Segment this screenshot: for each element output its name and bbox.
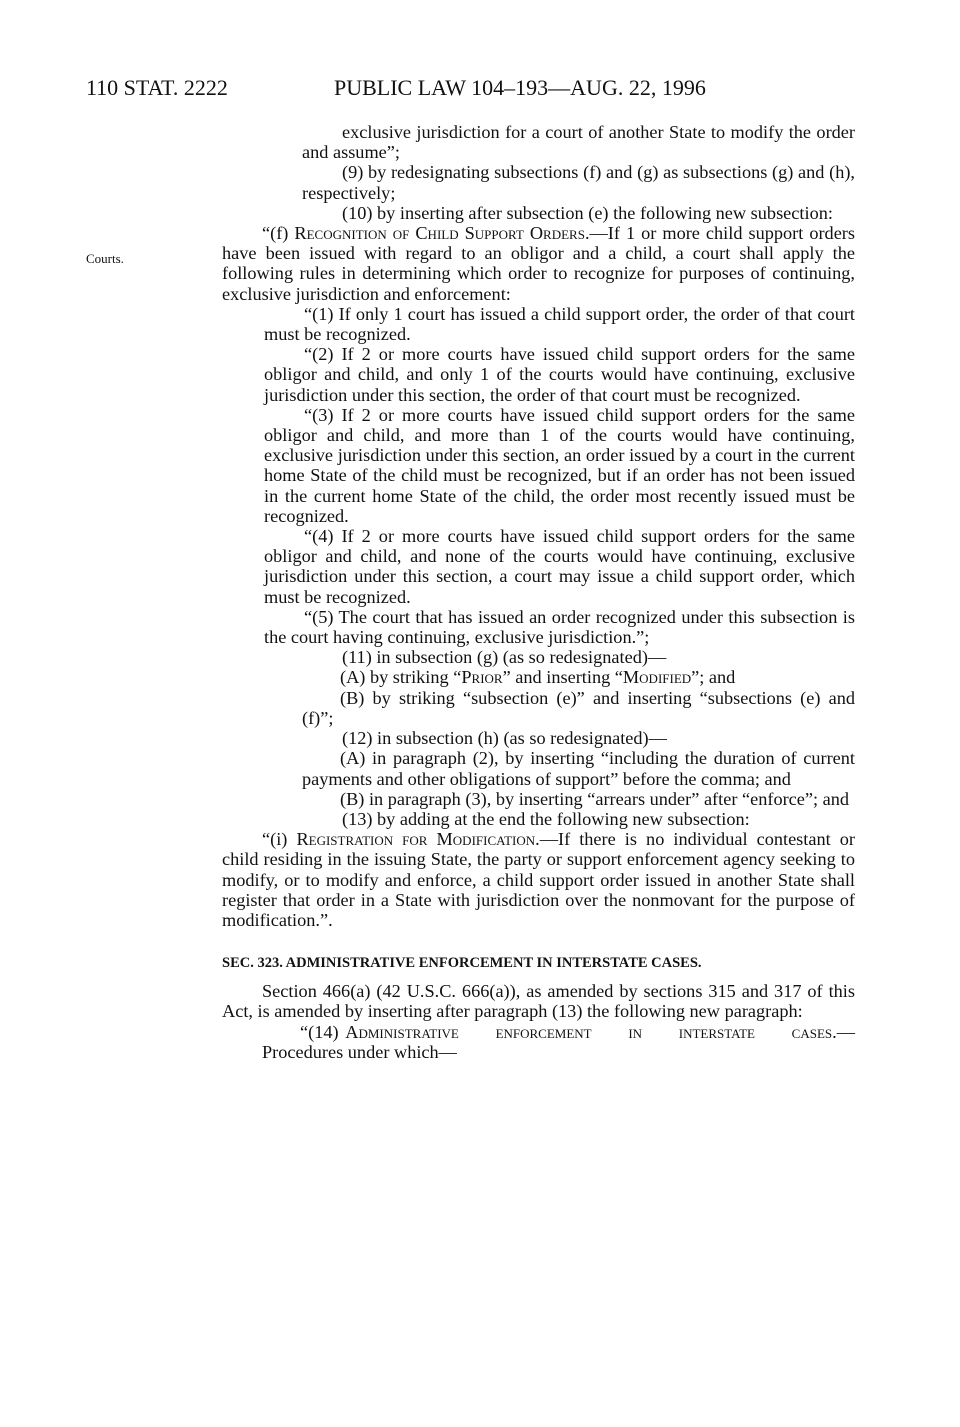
- paragraph-continuation: exclusive jurisdiction for a court of another State to modify the order and assume”;: [302, 122, 855, 163]
- p14-heading: Administrative enforcement in interstate cases: [345, 1021, 833, 1042]
- paragraph-12: (12) in subsection (h) (as so redesignated)—: [342, 728, 667, 749]
- p11a-part2: ” and inserting “: [502, 667, 623, 688]
- p11a-prior: Prior: [461, 667, 503, 688]
- p14-text: .—Procedures under which—: [262, 1021, 855, 1062]
- rule-1: “(1) If only 1 court has issued a child support order, the order of that court must be recognized.: [264, 303, 855, 345]
- subsection-f: [222, 223, 855, 304]
- subsection-f-heading: Recognition of Child Support Orders: [294, 223, 585, 244]
- subsection-i-heading: Registration for Modification: [296, 829, 536, 850]
- section-text: Section 466(a) (42 U.S.C. 666(a)), as amended by sections 315 and 317 of this Act, is amended by inserting after paragraph (13) the following new paragraph:: [222, 981, 855, 1022]
- paragraph-10: (10) by inserting after subsection (e) the following new subsection:: [342, 202, 833, 223]
- paragraph-11: (11) in subsection (g) (as so redesignated)—: [342, 647, 667, 668]
- paragraph-11-b: (B) by striking “subsection (e)” and inserting “subsections (e) and (f)”;: [302, 687, 855, 728]
- page-id: 110 STAT. 2222: [86, 75, 228, 100]
- paragraph-14: [222, 1022, 855, 1062]
- subsection-i: [222, 829, 855, 930]
- paragraph-13: (13) by adding at the end the following new subsection:: [342, 808, 750, 829]
- p11a-part3: ”; and: [691, 667, 736, 688]
- section-heading: SEC. 323. ADMINISTRATIVE ENFORCEMENT IN INTERSTATE CASES.: [222, 955, 702, 972]
- paragraph-9: (9) by redesignating subsections (f) and (g) as subsections (g) and (h), respectively;: [302, 162, 855, 203]
- paragraph-12-b: (B) in paragraph (3), by inserting “arrears under” after “enforce”; and: [340, 788, 850, 809]
- paragraph-11-a: [222, 667, 855, 687]
- subsection-f-open: “(f): [262, 223, 295, 244]
- subsection-f-text: .—If 1 or more child support orders have been issued with regard to an obligor and a child, a court shall apply the following rules in determining which order to recognize for purposes of continuing, exclusive jurisdiction and enforcement:: [222, 223, 856, 304]
- subsection-i-open: “(i): [262, 829, 297, 850]
- rule-4: “(4) If 2 or more courts have issued child support orders for the same obligor and child, and none of the courts would have continuing, exclusive jurisdiction under this section, a court may issue a child support order, which must be recognized.: [264, 526, 855, 607]
- p14-open: “(14): [300, 1021, 346, 1042]
- rule-5: “(5) The court that has issued an order recognized under this subsection is the court having continuing, exclusive jurisdiction.”;: [264, 606, 855, 648]
- rule-2: “(2) If 2 or more courts have issued child support orders for the same obligor and child, and only 1 of the courts would have continuing, exclusive jurisdiction under this section, the order of that court must be recognized.: [264, 344, 855, 405]
- margin-note: Courts.: [86, 251, 124, 266]
- rule-3: “(3) If 2 or more courts have issued child support orders for the same obligor and child, and more than 1 of the courts would have continuing, exclusive jurisdiction under this section, an order issued by a court in the current home State of the child must be recognized, but if an order has not been issued in the current home State of the child, the order most recently issued must be recognized.: [264, 404, 855, 526]
- subsection-i-text: .—If there is no individual contestant or child residing in the issuing State, the party or support enforcement agency seeking to modify, or to modify and enforce, a child support order issued in another State shall register that order in a State with jurisdiction over the nonmovant for the purpose of modification.”.: [222, 829, 855, 930]
- p11a-part1: (A) by striking “: [340, 667, 462, 688]
- p11a-modified: Modified: [622, 667, 692, 688]
- paragraph-12-a: (A) in paragraph (2), by inserting “including the duration of current payments and other obligations of support” before the comma; and: [302, 748, 855, 789]
- statute-text: [222, 122, 855, 1062]
- law-title: PUBLIC LAW 104–193—AUG. 22, 1996: [334, 75, 706, 100]
